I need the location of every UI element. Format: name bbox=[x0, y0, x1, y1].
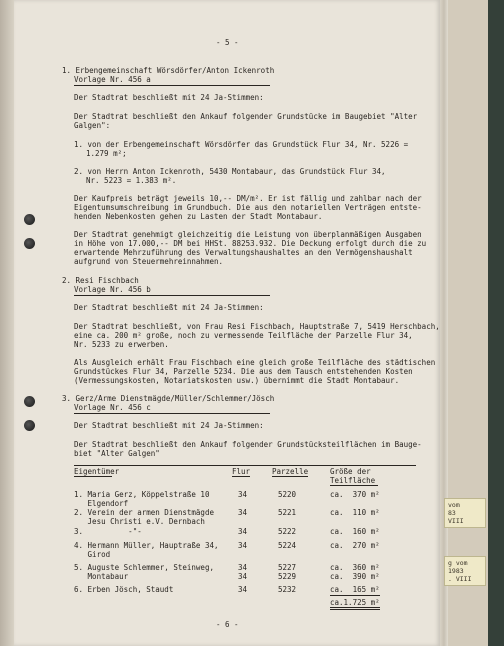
item3-decision-line: biet "Alter Galgen" bbox=[74, 449, 160, 458]
tab-text: 83 bbox=[448, 509, 456, 517]
punch-hole bbox=[24, 214, 35, 225]
item1-sub2-line: 2. von Herrn Anton Ickenroth, 5430 Montabaur, das Grundstück Flur 34, bbox=[74, 167, 386, 176]
table-cell-owner: 2. Verein der armen Dienstmägde bbox=[74, 508, 214, 517]
page-edge bbox=[440, 0, 448, 646]
table-cell-size: ca. 160 m² bbox=[330, 527, 380, 536]
item2-decision-line: Nr. 5233 zu erwerben. bbox=[74, 340, 169, 349]
col-header-size: Größe der bbox=[330, 467, 371, 476]
tab-text: g vom bbox=[448, 559, 468, 567]
table-cell-owner: 3. -"- bbox=[74, 527, 142, 536]
item3-heading: 3. Gerz/Arme Dienstmägde/Müller/Schlemmer/Jösch bbox=[62, 394, 275, 403]
index-tab-2[interactable] bbox=[444, 556, 486, 586]
tab-divider-column bbox=[448, 0, 488, 646]
sum-rule bbox=[330, 609, 380, 610]
table-cell-owner: Jesu Christi e.V. Dernbach bbox=[74, 517, 205, 526]
sum-rule bbox=[330, 607, 380, 608]
header-underline bbox=[74, 476, 112, 477]
item1-sub2-line: Nr. 5223 = 1.383 m². bbox=[86, 176, 177, 185]
item1-sub1-line: 1. von der Erbengemeinschaft Wörsdörfer das Grundstück Flur 34, Nr. 5226 = bbox=[74, 140, 409, 149]
table-cell-owner: 1. Maria Gerz, Köppelstraße 10 bbox=[74, 490, 210, 499]
table-cell-owner: Elgendorf bbox=[74, 499, 129, 508]
underline bbox=[74, 295, 270, 296]
header-underline bbox=[232, 476, 250, 477]
table-cell-flur: 34 bbox=[238, 585, 248, 594]
table-cell-parzelle: 5222 bbox=[278, 527, 297, 536]
item3-vote: Der Stadtrat beschließt mit 24 Ja-Stimmen: bbox=[74, 421, 264, 430]
punch-hole bbox=[24, 238, 35, 249]
table-cell-owner: Girod bbox=[74, 550, 111, 559]
tab-text: vom bbox=[448, 501, 460, 509]
item1-budget-line: aufgrund von Steuermehreinnahmen. bbox=[74, 257, 224, 266]
table-cell-size: ca. 110 m² bbox=[330, 508, 380, 517]
item3-decision-line: Der Stadtrat beschließt den Ankauf folgender Grundstücksteilflächen im Bauge- bbox=[74, 440, 422, 449]
table-cell-flur: 34 bbox=[238, 572, 248, 581]
table-cell-size: ca. 360 m² bbox=[330, 563, 380, 572]
table-top-rule bbox=[74, 465, 416, 466]
binder-strip bbox=[0, 0, 14, 646]
table-cell-parzelle: 5227 bbox=[278, 563, 297, 572]
item3-vorlage: Vorlage Nr. 456 c bbox=[74, 403, 151, 412]
item1-decision-line: Der Stadtrat beschließt den Ankauf folgender Grundstücke im Baugebiet "Alter bbox=[74, 112, 418, 121]
table-cell-flur: 34 bbox=[238, 527, 248, 536]
item1-price-line: henden Nebenkosten gehen zu Lasten der Stadt Montabaur. bbox=[74, 212, 323, 221]
table-cell-flur: 34 bbox=[238, 563, 248, 572]
item2-decision-line: eine ca. 200 m² große, noch zu vermessende Teilfläche der Parzelle Flur 34, bbox=[74, 331, 413, 340]
item2-exchange-line: Grundstückes Flur 34, Parzelle 5234. Die aus dem Tausch entstehenden Kosten bbox=[74, 367, 413, 376]
table-cell-size: ca. 390 m² bbox=[330, 572, 380, 581]
table-cell-flur: 34 bbox=[238, 508, 248, 517]
table-total: ca.1.725 m² bbox=[330, 598, 380, 607]
item2-exchange-line: (Vermessungskosten, Notariatskosten usw.) übernimmt die Stadt Montabaur. bbox=[74, 376, 400, 385]
item1-budget-line: erwartende Mehrzuführung des Verwaltungshaushaltes an den Vermögenshaushalt bbox=[74, 248, 413, 257]
header-underline bbox=[330, 485, 378, 486]
col-header-owner: Eigentümer bbox=[74, 467, 120, 476]
table-cell-parzelle: 5229 bbox=[278, 572, 297, 581]
page-number-top: - 5 - bbox=[216, 38, 239, 47]
item2-heading: 2. Resi Fischbach bbox=[62, 276, 139, 285]
table-cell-owner: 6. Erben Jösch, Staudt bbox=[74, 585, 174, 594]
table-cell-owner: Montabaur bbox=[74, 572, 129, 581]
tab-text: 1983 bbox=[448, 567, 464, 575]
item2-decision-line: Der Stadtrat beschließt, von Frau Resi Fischbach, Hauptstraße 7, 5419 Herschbach, bbox=[74, 322, 440, 331]
tab-text: . VIII bbox=[448, 575, 472, 583]
table-cell-owner: 5. Auguste Schlemmer, Steinweg, bbox=[74, 563, 214, 572]
col-header-size: Teilfläche bbox=[330, 476, 376, 485]
item2-vote: Der Stadtrat beschließt mit 24 Ja-Stimmen: bbox=[74, 303, 264, 312]
underline bbox=[74, 413, 270, 414]
table-cell-parzelle: 5220 bbox=[278, 490, 297, 499]
table-cell-flur: 34 bbox=[238, 541, 248, 550]
table-cell-size: ca. 370 m² bbox=[330, 490, 380, 499]
item1-vorlage: Vorlage Nr. 456 a bbox=[74, 75, 151, 84]
underline bbox=[74, 85, 270, 86]
table-cell-size: ca. 165 m² bbox=[330, 585, 380, 594]
page-number-bottom: - 6 - bbox=[216, 620, 239, 629]
item1-heading: 1. Erbengemeinschaft Wörsdörfer/Anton Ickenroth bbox=[62, 66, 275, 75]
table-cell-parzelle: 5232 bbox=[278, 585, 297, 594]
sum-rule bbox=[330, 595, 380, 596]
item2-vorlage: Vorlage Nr. 456 b bbox=[74, 285, 151, 294]
col-header-parzelle: Parzelle bbox=[272, 467, 309, 476]
folder-cover bbox=[488, 0, 504, 646]
item1-decision-line: Galgen": bbox=[74, 121, 111, 130]
punch-hole bbox=[24, 420, 35, 431]
item1-price-line: Der Kaufpreis beträgt jeweils 10,-- DM/m². Er ist fällig und zahlbar nach der bbox=[74, 194, 422, 203]
item1-budget-line: Der Stadtrat genehmigt gleichzeitig die Leistung von überplanmäßigen Ausgaben bbox=[74, 230, 422, 239]
punch-hole bbox=[24, 396, 35, 407]
table-cell-parzelle: 5221 bbox=[278, 508, 297, 517]
item1-price-line: Eigentumsumschreibung im Grundbuch. Die aus den notariellen Verträgen entste- bbox=[74, 203, 422, 212]
item2-exchange-line: Als Ausgleich erhält Frau Fischbach eine gleich große Teilfläche des städtischen bbox=[74, 358, 436, 367]
index-tab-1[interactable] bbox=[444, 498, 486, 528]
table-cell-parzelle: 5224 bbox=[278, 541, 297, 550]
item1-vote: Der Stadtrat beschließt mit 24 Ja-Stimmen: bbox=[74, 93, 264, 102]
header-underline bbox=[272, 476, 308, 477]
table-cell-size: ca. 270 m² bbox=[330, 541, 380, 550]
col-header-flur: Flur bbox=[232, 467, 251, 476]
item1-budget-line: in Höhe von 17.000,-- DM bei HHSt. 88253.932. Die Deckung erfolgt durch die zu bbox=[74, 239, 427, 248]
item1-sub1-line: 1.279 m²; bbox=[86, 149, 127, 158]
tab-text: VIII bbox=[448, 517, 464, 525]
table-cell-owner: 4. Hermann Müller, Hauptraße 34, bbox=[74, 541, 219, 550]
table-cell-flur: 34 bbox=[238, 490, 248, 499]
